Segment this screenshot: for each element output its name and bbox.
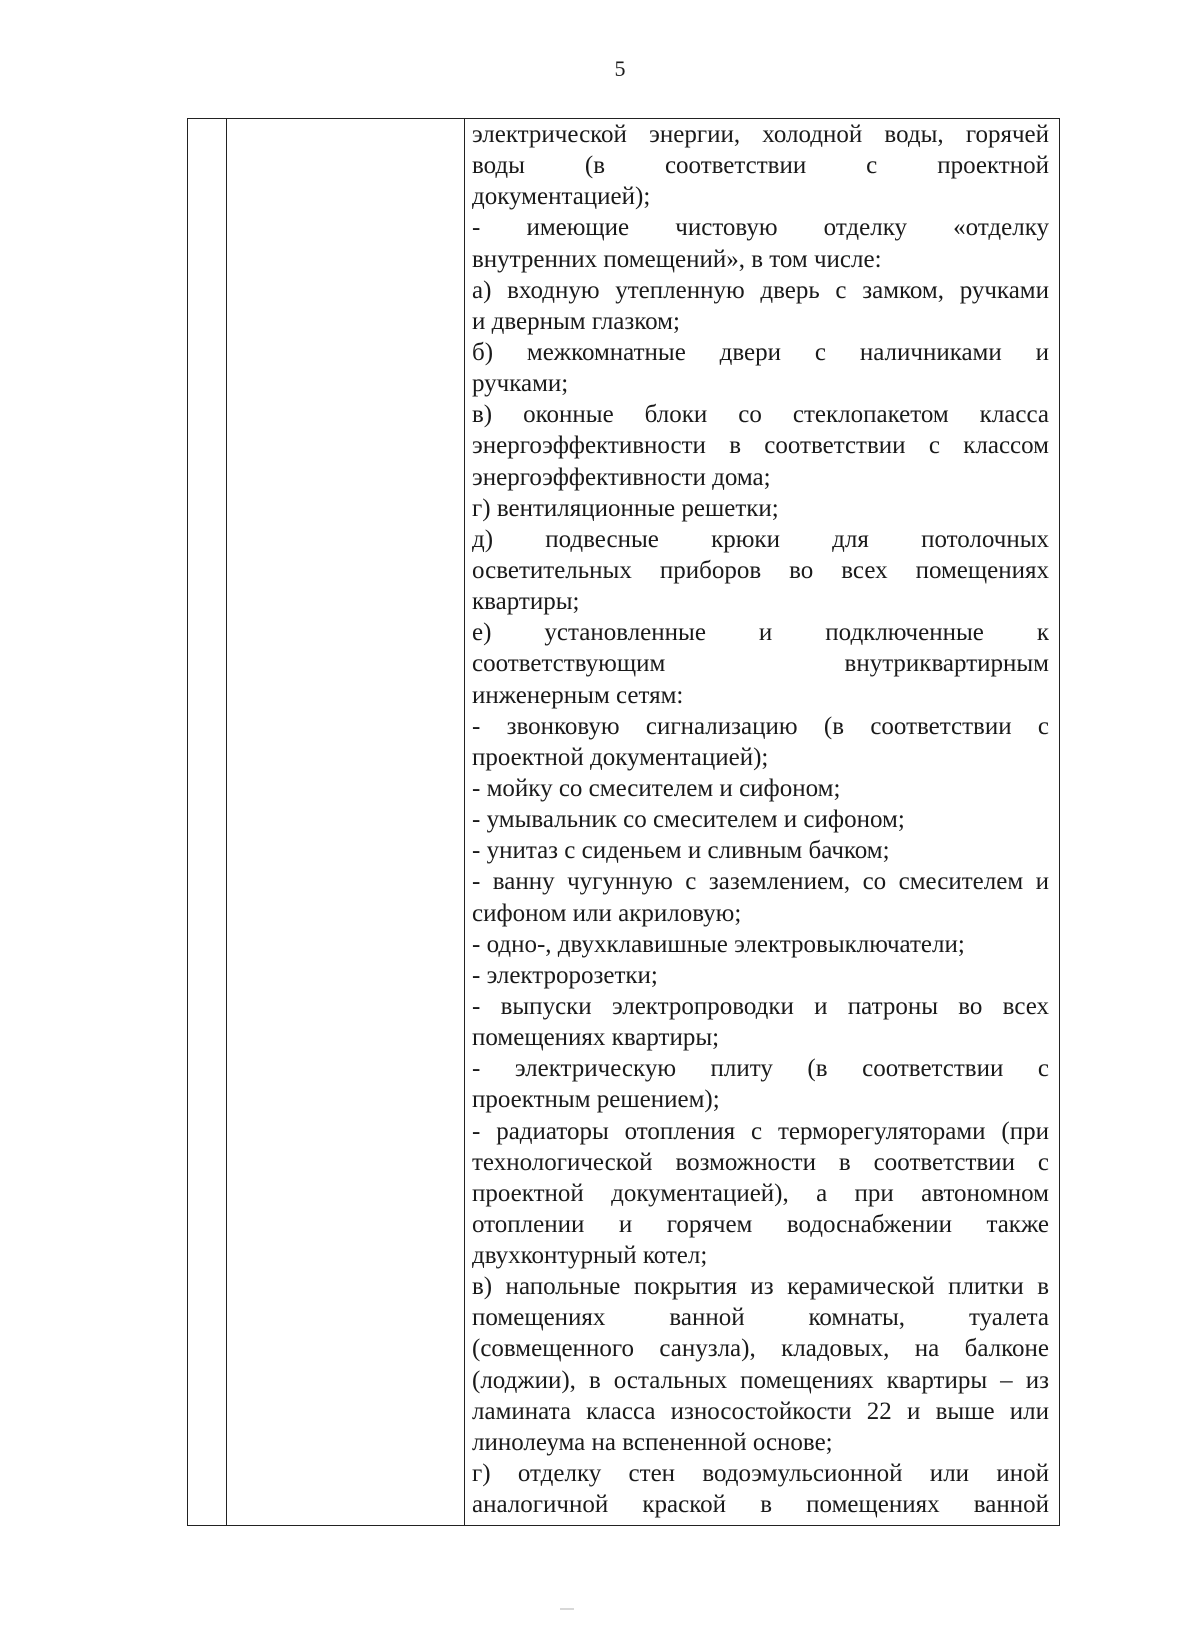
- text-line: ламината класса износостойкости 22 и выше или: [472, 1397, 1049, 1425]
- document-table: [187, 118, 1060, 1526]
- text-line: - электрическую плиту (в соответствии с: [472, 1055, 1049, 1083]
- text-line: проектной документацией);: [472, 743, 769, 771]
- text-line: соответствующим внутриквартирным: [472, 650, 1049, 678]
- text-line: - звонковую сигнализацию (в соответствии с: [472, 712, 1049, 740]
- text-line: б) межкомнатные двери с наличниками и: [472, 338, 1049, 366]
- text-line: (совмещенного санузла), кладовых, на балконе: [472, 1335, 1049, 1363]
- table-column-description: [465, 119, 1059, 1525]
- scan-artifact: [560, 1608, 574, 1610]
- text-line: проектной документацией), а при автономном: [472, 1179, 1049, 1207]
- text-line: линолеума на вспененной основе;: [472, 1428, 833, 1456]
- text-line: отоплении и горячем водоснабжении также: [472, 1210, 1049, 1238]
- text-line: - одно-, двухклавишные электровыключатели;: [472, 930, 965, 958]
- text-line: - умывальник со смесителем и сифоном;: [472, 806, 905, 834]
- text-line: ручками;: [472, 370, 569, 398]
- text-line: - ванну чугунную с заземлением, со смесителем и: [472, 868, 1049, 896]
- text-line: осветительных приборов во всех помещениях: [472, 556, 1049, 584]
- text-line: г) вентиляционные решетки;: [472, 494, 779, 522]
- text-line: внутренних помещений», в том числе:: [472, 245, 882, 273]
- text-line: - мойку со смесителем и сифоном;: [472, 774, 841, 802]
- table-column-name: [227, 119, 465, 1525]
- text-line: д) подвесные крюки для потолочных: [472, 525, 1049, 553]
- text-line: документацией);: [472, 183, 651, 211]
- text-line: и дверным глазком;: [472, 307, 680, 335]
- text-line: а) входную утепленную дверь с замком, ручками: [472, 276, 1049, 304]
- text-line: - радиаторы отопления с терморегуляторами (при: [472, 1117, 1049, 1145]
- text-line: помещениях ванной комнаты, туалета: [472, 1304, 1049, 1332]
- text-line: инженерным сетям:: [472, 681, 684, 709]
- text-line: аналогичной краской в помещениях ванной: [472, 1491, 1049, 1519]
- text-line: энергоэффективности дома;: [472, 463, 771, 491]
- text-line: помещениях квартиры;: [472, 1024, 720, 1052]
- text-line: электрической энергии, холодной воды, горячей: [472, 121, 1049, 148]
- table-column-number: [188, 119, 227, 1525]
- text-line: двухконтурный котел;: [472, 1242, 708, 1270]
- text-line: энергоэффективности в соответствии с классом: [472, 432, 1049, 460]
- text-line: - электророзетки;: [472, 961, 658, 989]
- text-line: сифоном или акриловую;: [472, 899, 742, 927]
- text-line: (лоджии), в остальных помещениях квартиры – из: [472, 1366, 1049, 1394]
- text-line: воды (в соответствии с проектной: [472, 152, 1049, 180]
- text-line: г) отделку стен водоэмульсионной или иной: [472, 1460, 1049, 1488]
- text-line: квартиры;: [472, 588, 580, 616]
- text-line: в) оконные блоки со стеклопакетом класса: [472, 401, 1049, 429]
- text-line: технологической возможности в соответствии с: [472, 1148, 1049, 1176]
- page-number: 5: [614, 56, 626, 81]
- text-line: - имеющие чистовую отделку «отделку: [472, 214, 1049, 242]
- text-line: - выпуски электропроводки и патроны во всех: [472, 992, 1049, 1020]
- text-line: е) установленные и подключенные к: [472, 619, 1049, 647]
- text-line: проектным решением);: [472, 1086, 720, 1114]
- text-line: в) напольные покрытия из керамической плитки в: [472, 1273, 1049, 1301]
- text-line: - унитаз с сиденьем и сливным бачком;: [472, 837, 890, 865]
